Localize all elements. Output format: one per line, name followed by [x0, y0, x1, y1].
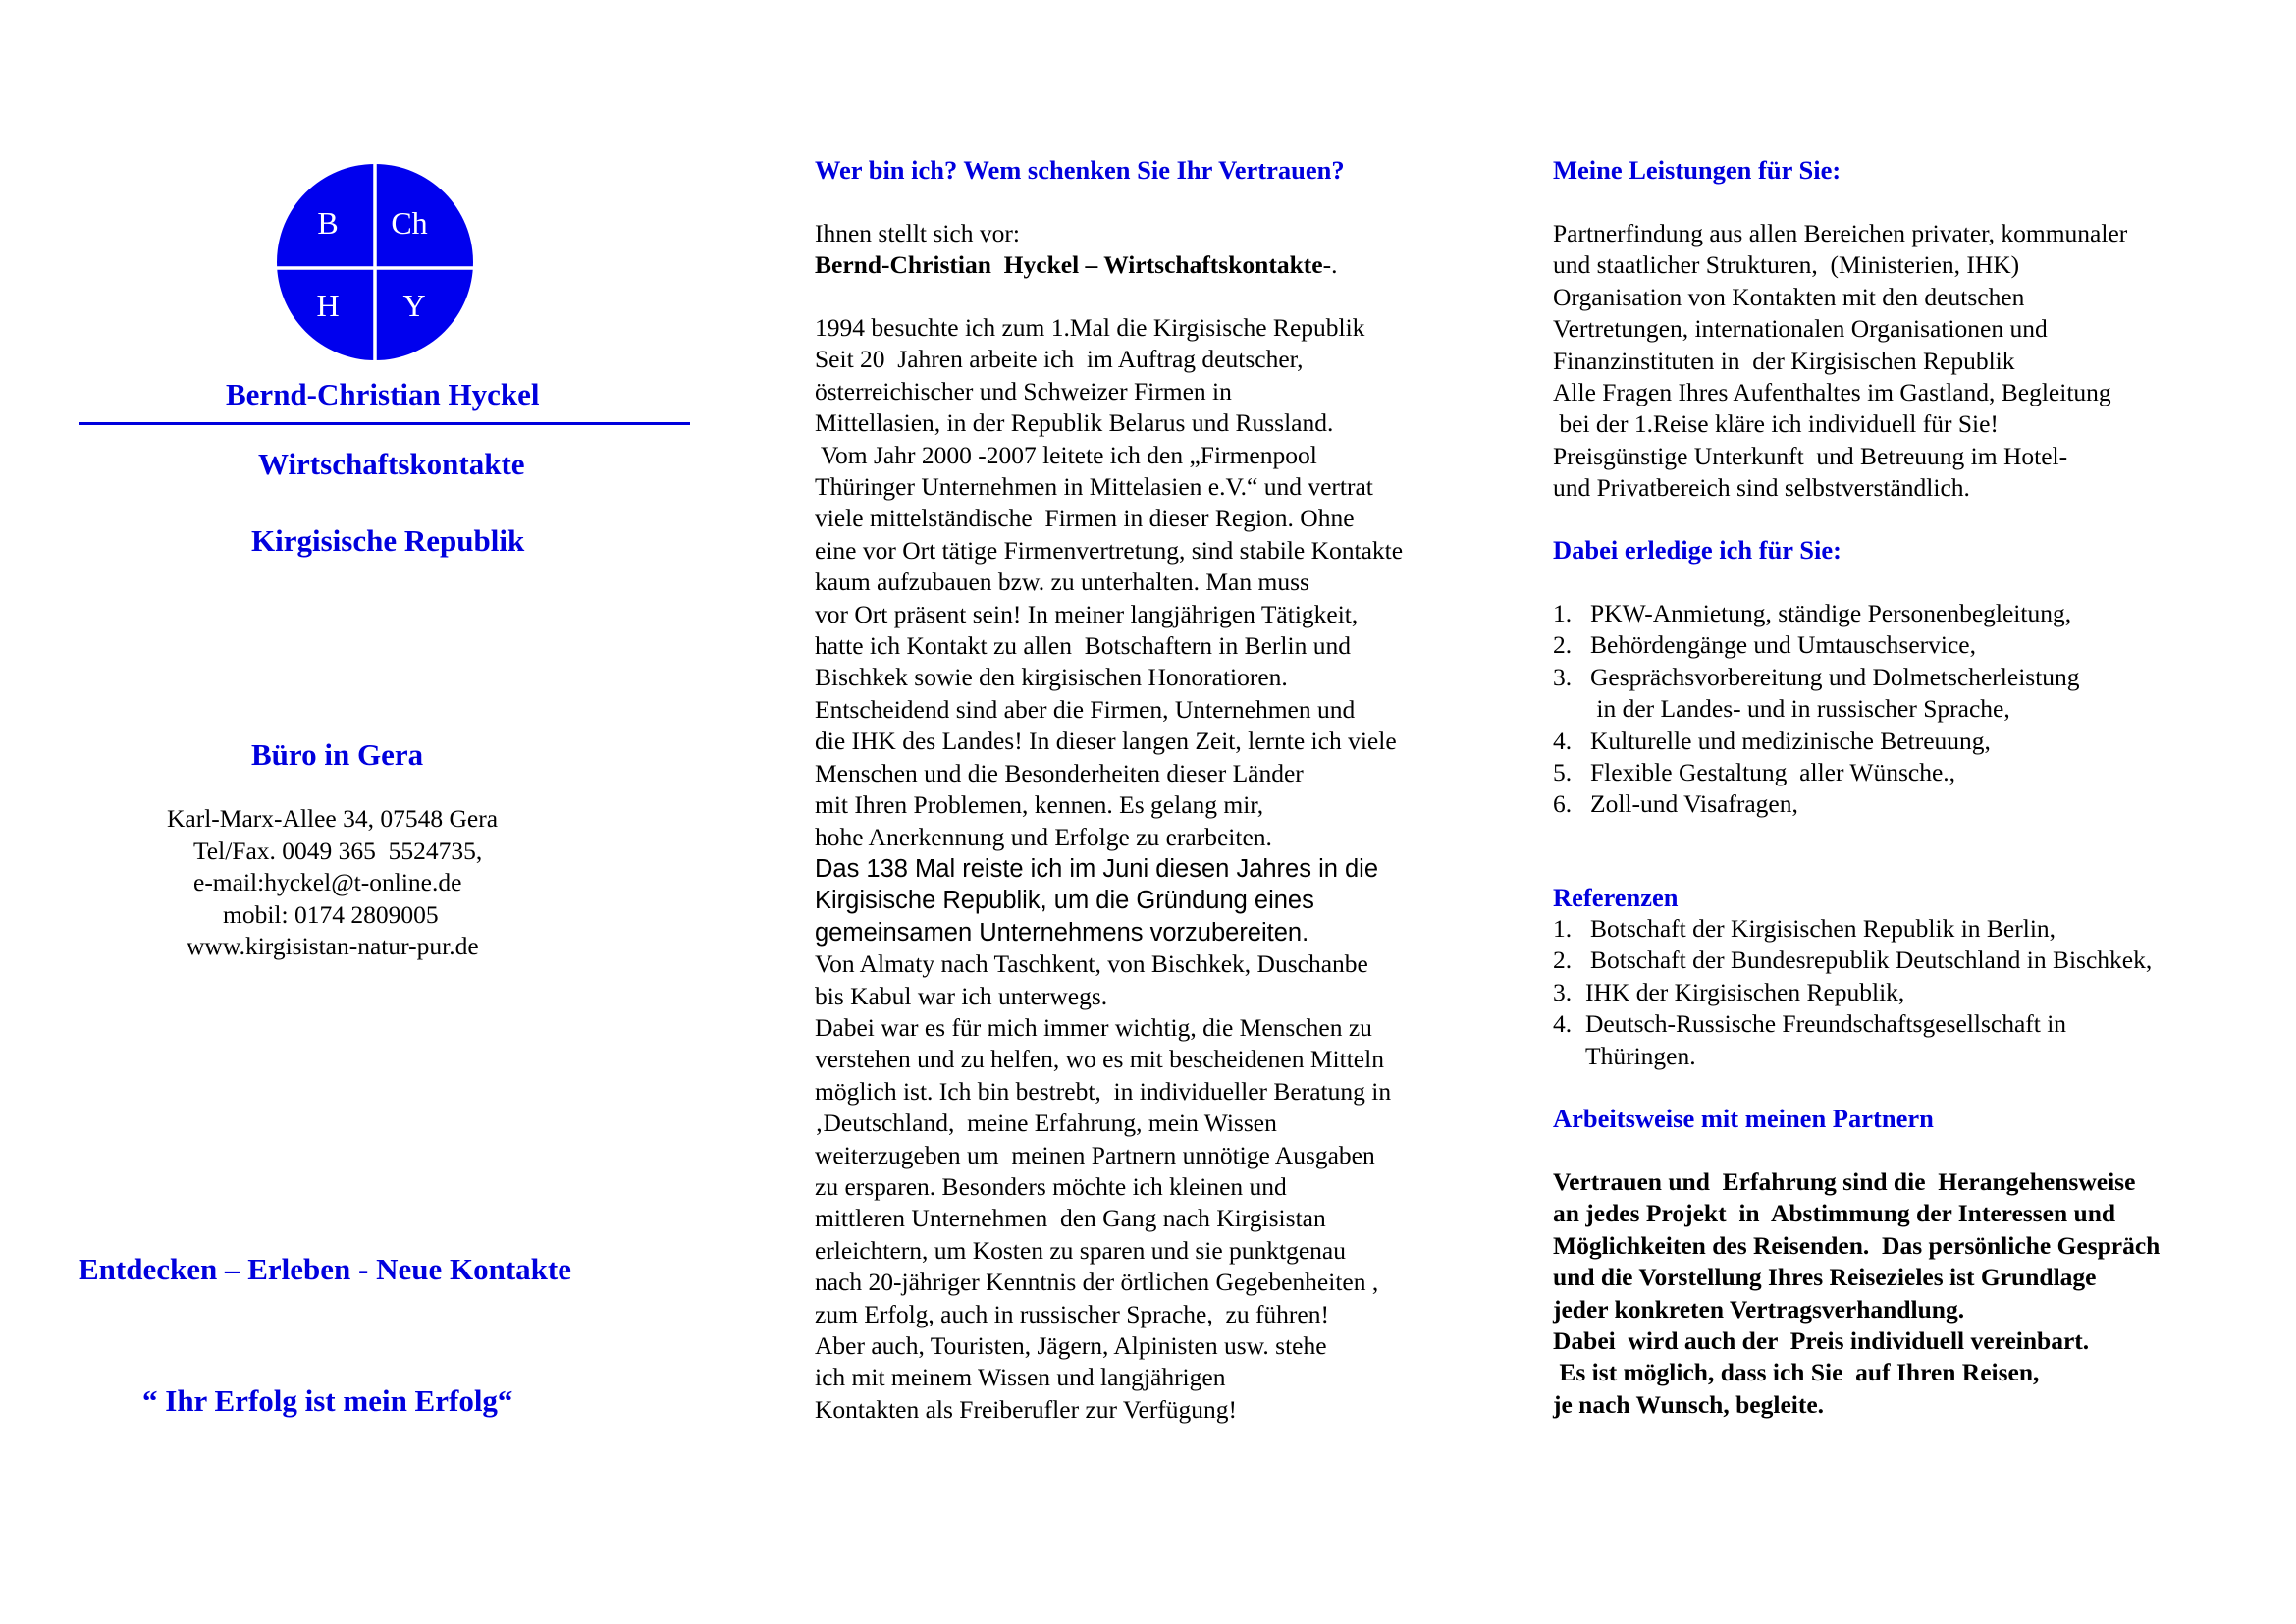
- list-number: 3.: [1553, 662, 1573, 691]
- list-text: PKW-Anmietung, ständige Personenbegleitung,: [1590, 599, 2072, 627]
- list-number: 1.: [1553, 914, 1573, 943]
- paragraph-line: Vom Jahr 2000 -2007 leitete ich den „Firmenpool: [815, 440, 1317, 469]
- paragraph-line: ich mit meinem Wissen und langjährigen: [815, 1363, 1226, 1392]
- paragraph-line-sans: gemeinsamen Unternehmens vorzubereiten.: [815, 918, 1309, 947]
- list-number: 3.: [1553, 977, 1573, 1006]
- list-item: [1553, 598, 2080, 629]
- paragraph-line: kaum aufzubauen bzw. zu unterhalten. Man muss: [815, 568, 1309, 597]
- contact-email[interactable]: e-mail:hyckel@t-online.de: [193, 868, 462, 896]
- paragraph-line: hatte ich Kontakt zu allen Botschaftern in Berlin und: [815, 631, 1351, 661]
- workstyle-line: Dabei wird auch der Preis individuell vereinbart.: [1553, 1326, 2090, 1356]
- paragraph-line-sans: Kirgisische Republik, um die Gründung eines: [815, 887, 1314, 915]
- references-list: [1553, 913, 2152, 1072]
- paragraph-line: Thüringer Unternehmen in Mittelasien e.V.“ und vertrat: [815, 472, 1373, 502]
- paragraph-line: zum Erfolg, auch in russischer Sprache, zu führen!: [815, 1299, 1329, 1328]
- list-item: [1553, 945, 2152, 976]
- list-text: Deutsch-Russische Freundschaftsgesellschaft in: [1585, 1009, 2067, 1039]
- workstyle-heading: Arbeitsweise mit meinen Partnern: [1553, 1104, 1934, 1133]
- workstyle-line: jeder konkreten Vertragsverhandlung.: [1553, 1294, 1965, 1324]
- paragraph-line: Entscheidend sind aber die Firmen, Unternehmen und: [815, 694, 1356, 724]
- workstyle-block: [1553, 1166, 2160, 1421]
- service-line: Vertretungen, internationalen Organisationen und: [1553, 314, 2048, 344]
- list-item: [1553, 913, 2152, 945]
- list-text: Botschaft der Bundesrepublik Deutschland in Bischkek,: [1590, 946, 2153, 975]
- owner-name: Bernd-Christian Hyckel: [226, 377, 540, 411]
- service-line: Finanzinstituten in der Kirgisischen Republik: [1553, 346, 2015, 375]
- workstyle-line: Es ist möglich, dass ich Sie auf Ihren Reisen,: [1553, 1358, 2040, 1387]
- bch-logo: [275, 162, 475, 362]
- list-text: Gesprächsvorbereitung und Dolmetscherleistung: [1590, 662, 2080, 691]
- intro-line: Ihnen stellt sich vor:: [815, 219, 1020, 247]
- paragraph-line: Dabei war es für mich immer wichtig, die Menschen zu: [815, 1012, 1372, 1042]
- paragraph-line-sans: Das 138 Mal reiste ich im Juni diesen Jahres in die: [815, 854, 1379, 883]
- paragraph-line: mit Ihren Problemen, kennen. Es gelang mir,: [815, 790, 1264, 820]
- list-item: [1553, 1008, 2152, 1040]
- tasks-heading: Dabei erledige ich für Sie:: [1553, 535, 1842, 565]
- middle-heading: Wer bin ich? Wem schenken Sie Ihr Vertrauen?: [815, 155, 1345, 185]
- list-text: Thüringen.: [1585, 1041, 1696, 1070]
- list-text: Behördengänge und Umtauschservice,: [1590, 630, 1976, 660]
- contact-phone: Tel/Fax. 0049 365 5524735,: [193, 837, 483, 865]
- paragraph-line: möglich ist. Ich bin bestrebt, in individueller Beratung in: [815, 1076, 1392, 1106]
- contact-mobile: mobil: 0174 2809005: [223, 900, 439, 929]
- paragraph-line: eine vor Ort tätige Firmenvertretung, sind stabile Kontakte: [815, 535, 1404, 565]
- list-number: 2.: [1553, 630, 1573, 660]
- paragraph-line: erleichtern, um Kosten zu sparen und sie punktgenau: [815, 1235, 1347, 1265]
- paragraph-line: Bischkek sowie den kirgisischen Honoratioren.: [815, 663, 1288, 692]
- paragraph-line: ‚Deutschland, meine Erfahrung, mein Wissen: [815, 1109, 1277, 1138]
- paragraph-line: Aber auch, Touristen, Jägern, Alpinisten usw. stehe: [815, 1331, 1327, 1360]
- intro-name-suffix: -.: [1322, 250, 1338, 280]
- list-item: [1553, 757, 2080, 788]
- paragraph-line: die IHK des Landes! In dieser langen Zeit, lernte ich viele: [815, 727, 1397, 756]
- middle-paragraph-1: [815, 312, 1403, 1426]
- services-block: [1553, 218, 2127, 505]
- list-number: 6.: [1553, 789, 1573, 819]
- list-number: 5.: [1553, 758, 1573, 787]
- paragraph-line: viele mittelständische Firmen in dieser Region. Ohne: [815, 504, 1355, 533]
- workstyle-line: und die Vorstellung Ihres Reisezieles ist Grundlage: [1553, 1263, 2097, 1292]
- list-text: Botschaft der Kirgisischen Republik in Berlin,: [1590, 914, 2056, 943]
- logo-letter-y: Y: [402, 288, 426, 323]
- paragraph-line: bis Kabul war ich unterwegs.: [815, 981, 1108, 1010]
- subtitle-kirgisische-republik: Kirgisische Republik: [251, 523, 525, 558]
- service-line: Partnerfindung aus allen Bereichen privater, kommunaler: [1553, 219, 2128, 247]
- paragraph-line: Von Almaty nach Taschkent, von Bischkek, Duschanbe: [815, 949, 1368, 979]
- middle-intro-block: [815, 218, 1337, 282]
- logo-letter-ch: Ch: [391, 205, 428, 241]
- service-line: und Privatbereich sind selbstverständlich.: [1553, 473, 1970, 503]
- paragraph-line: weiterzugeben um meinen Partnern unnötige Ausgaben: [815, 1140, 1375, 1169]
- list-number: 1.: [1553, 599, 1573, 627]
- name-underline: [79, 422, 690, 425]
- list-item: [1553, 788, 2080, 820]
- paragraph-line: zu ersparen. Besonders möchte ich kleinen und: [815, 1171, 1287, 1201]
- logo-letter-b: B: [317, 205, 339, 241]
- paragraph-line: Seit 20 Jahren arbeite ich im Auftrag deutscher,: [815, 345, 1304, 374]
- paragraph-line: hohe Anerkennung und Erfolge zu erarbeiten.: [815, 822, 1272, 851]
- paragraph-line: Menschen und die Besonderheiten dieser Länder: [815, 758, 1304, 787]
- list-text: Flexible Gestaltung aller Wünsche.,: [1590, 758, 1956, 787]
- paragraph-line: Kontakten als Freiberufler zur Verfügung!: [815, 1394, 1238, 1424]
- list-text: in der Landes- und in russischer Sprache,: [1590, 694, 2010, 724]
- motto: “ Ihr Erfolg ist mein Erfolg“: [142, 1383, 513, 1418]
- paragraph-line: vor Ort präsent sein! In meiner langjährigen Tätigkeit,: [815, 599, 1359, 628]
- paragraph-line: Mittellasien, in der Republik Belarus und Russland.: [815, 408, 1334, 438]
- service-line: Alle Fragen Ihres Aufenthaltes im Gastland, Begleitung: [1553, 378, 2111, 407]
- slogan: Entdecken – Erleben - Neue Kontakte: [79, 1252, 572, 1286]
- services-heading: Meine Leistungen für Sie:: [1553, 155, 1842, 185]
- list-item: [1553, 977, 2152, 1008]
- contact-address: Karl-Marx-Allee 34, 07548 Gera: [167, 804, 499, 833]
- service-line: und staatlicher Strukturen, (Ministerien, IHK): [1553, 250, 2020, 280]
- list-number: 4.: [1553, 1009, 1573, 1039]
- subtitle-wirtschaftskontakte: Wirtschaftskontakte: [258, 447, 525, 481]
- workstyle-line: je nach Wunsch, begleite.: [1553, 1389, 1825, 1419]
- service-line: Preisgünstige Unterkunft und Betreuung im Hotel-: [1553, 441, 2068, 470]
- paragraph-line: nach 20-jähriger Kenntnis der örtlichen Gegebenheiten ,: [815, 1268, 1379, 1297]
- logo-letter-h: H: [316, 288, 340, 323]
- tasks-list: [1553, 598, 2080, 821]
- list-number: 2.: [1553, 946, 1573, 975]
- list-text: Kulturelle und medizinische Betreuung,: [1590, 726, 1991, 755]
- service-line: Organisation von Kontakten mit den deutschen: [1553, 282, 2025, 311]
- list-item: [1553, 693, 2080, 725]
- references-heading: Referenzen: [1553, 883, 1679, 912]
- list-text: IHK der Kirgisischen Republik,: [1585, 977, 1905, 1006]
- workstyle-line: Vertrauen und Erfahrung sind die Herangehensweise: [1553, 1167, 2136, 1196]
- paragraph-line: österreichischer und Schweizer Firmen in: [815, 376, 1232, 406]
- paragraph-line: 1994 besuchte ich zum 1.Mal die Kirgisische Republik: [815, 313, 1365, 342]
- list-number: 4.: [1553, 726, 1573, 755]
- paragraph-line: mittleren Unternehmen den Gang nach Kirgisistan: [815, 1204, 1326, 1233]
- contact-website[interactable]: www.kirgisistan-natur-pur.de: [187, 932, 479, 960]
- workstyle-line: an jedes Projekt in Abstimmung der Interessen und: [1553, 1199, 2116, 1228]
- workstyle-line: Möglichkeiten des Reisenden. Das persönliche Gespräch: [1553, 1230, 2161, 1260]
- list-item: [1553, 629, 2080, 661]
- office-heading: Büro in Gera: [251, 737, 424, 772]
- service-line: bei der 1.Reise kläre ich individuell für Sie!: [1553, 409, 1999, 439]
- paragraph-line: verstehen und zu helfen, wo es mit bescheidenen Mitteln: [815, 1045, 1384, 1074]
- intro-name-line: [815, 249, 1337, 281]
- list-text: Zoll-und Visafragen,: [1590, 789, 1798, 819]
- list-item: [1553, 662, 2080, 693]
- intro-name-bold: Bernd-Christian Hyckel – Wirtschaftskontakte: [815, 250, 1323, 280]
- list-item: [1553, 1041, 2152, 1072]
- list-item: [1553, 726, 2080, 757]
